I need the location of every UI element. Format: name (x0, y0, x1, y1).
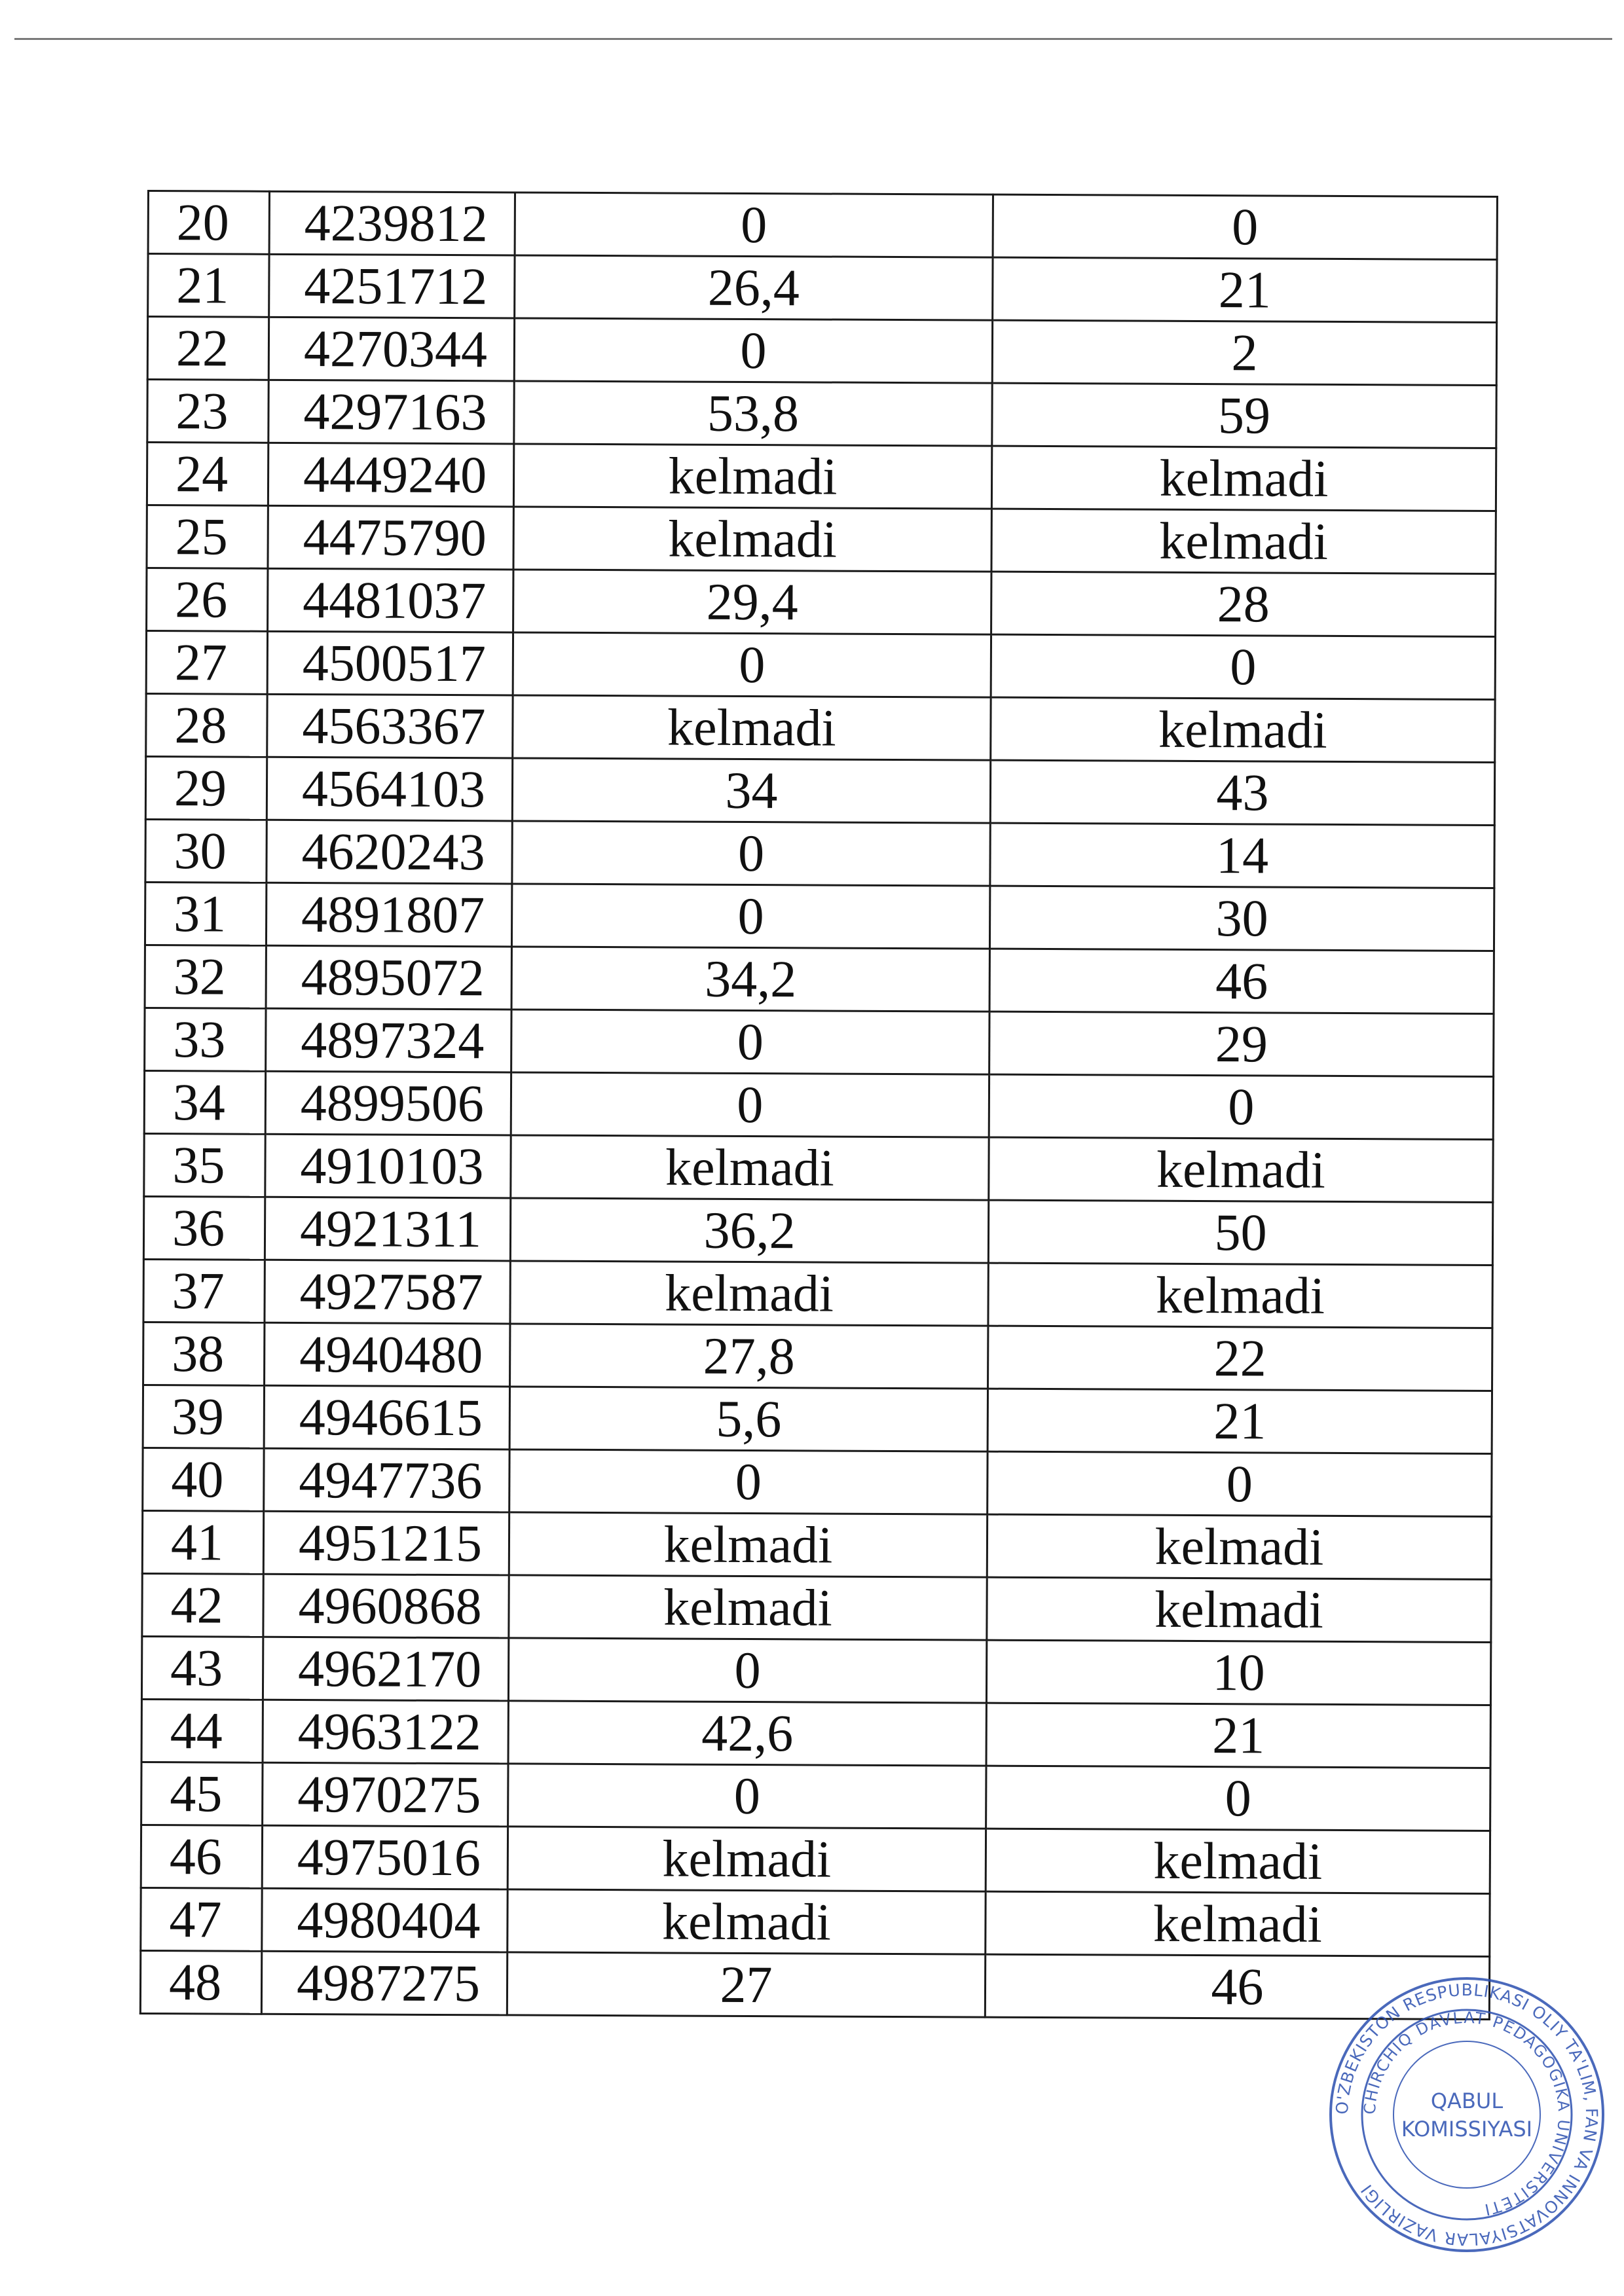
row-number-cell: 34 (144, 1070, 265, 1134)
applicant-id-cell: 4564103 (267, 757, 512, 821)
table-row (148, 254, 1497, 323)
row-number-cell: 45 (141, 1762, 263, 1825)
row-number-cell: 23 (147, 380, 268, 443)
score2-cell: kelmadi (987, 1514, 1491, 1579)
row-number-cell: 42 (142, 1573, 263, 1637)
table-row (143, 1259, 1492, 1328)
results-table (139, 190, 1498, 2020)
score1-cell: 0 (511, 1010, 989, 1074)
table-row (147, 568, 1496, 637)
table-row (146, 631, 1495, 700)
row-number-cell: 21 (148, 254, 269, 318)
table-row (144, 1070, 1493, 1139)
stamp-middle-text: CHIRCHIQ DAVLAT PEDAGOGIKA UNIVERSITETI (1360, 2008, 1574, 2219)
row-number-cell: 35 (144, 1133, 265, 1197)
score1-cell: 0 (511, 884, 989, 949)
table-row (143, 1196, 1492, 1265)
score2-cell: 21 (987, 1389, 1492, 1453)
score2-cell: 22 (988, 1326, 1492, 1391)
applicant-id-cell: 4481037 (268, 568, 513, 632)
score1-cell: 0 (508, 1638, 986, 1703)
table-row (146, 693, 1495, 762)
table-row (143, 1385, 1492, 1453)
table-row (147, 317, 1496, 386)
score2-cell: 2 (992, 320, 1496, 385)
score2-cell: 43 (990, 760, 1494, 825)
score2-cell: kelmadi (989, 1137, 1493, 1202)
score1-cell: 0 (511, 1072, 989, 1137)
table-row (141, 1636, 1490, 1705)
applicant-id-cell: 4251712 (269, 254, 515, 318)
table-row (147, 443, 1496, 511)
score1-cell: kelmadi (511, 1135, 989, 1200)
score2-cell: kelmadi (991, 446, 1496, 511)
applicant-id-cell: 4962170 (263, 1637, 508, 1701)
applicant-id-cell: 4960868 (263, 1574, 509, 1638)
score2-cell: 0 (991, 634, 1495, 699)
commission-stamp (1326, 1974, 1608, 2255)
row-number-cell: 44 (141, 1699, 263, 1762)
table-body (140, 191, 1497, 2020)
applicant-id-cell: 4563367 (267, 694, 513, 758)
row-number-cell: 38 (143, 1322, 265, 1385)
score2-cell: 50 (988, 1200, 1492, 1265)
score1-cell: 53,8 (514, 381, 992, 446)
applicant-id-cell: 4910103 (265, 1134, 511, 1198)
row-number-cell: 22 (147, 317, 268, 380)
applicant-id-cell: 4297163 (268, 380, 514, 444)
row-number-cell: 33 (145, 1008, 266, 1071)
stamp-center-line2: KOMISSIYASI (1401, 2117, 1533, 2141)
table-row (148, 191, 1497, 260)
row-number-cell: 40 (143, 1448, 264, 1511)
score1-cell: 0 (514, 318, 992, 383)
table-row (141, 1887, 1490, 1956)
score2-cell: 46 (989, 949, 1494, 1013)
applicant-id-cell: 4897324 (266, 1008, 511, 1072)
score1-cell: kelmadi (509, 1512, 987, 1577)
row-number-cell: 36 (143, 1196, 265, 1260)
table-row (145, 819, 1494, 888)
applicant-id-cell: 4963122 (263, 1700, 508, 1764)
applicant-id-cell: 4975016 (262, 1825, 507, 1889)
score2-cell: kelmadi (991, 509, 1496, 574)
applicant-id-cell: 4891807 (266, 883, 511, 947)
applicant-id-cell: 4475790 (268, 505, 513, 570)
score1-cell: 34 (512, 758, 990, 823)
score1-cell: 34,2 (511, 947, 989, 1011)
row-number-cell: 41 (142, 1510, 263, 1574)
score2-cell: 21 (986, 1703, 1490, 1768)
score1-cell: 0 (513, 632, 991, 697)
score1-cell: 29,4 (513, 570, 991, 634)
table-row (140, 1950, 1489, 2019)
table-row (145, 756, 1494, 825)
score2-cell: kelmadi (986, 1829, 1490, 1893)
applicant-id-cell: 4970275 (263, 1762, 508, 1827)
table-row (147, 380, 1496, 448)
score1-cell: 36,2 (510, 1198, 988, 1263)
row-number-cell: 43 (141, 1636, 263, 1700)
table-row (141, 1762, 1490, 1831)
score1-cell: 27,8 (510, 1324, 988, 1389)
score1-cell: kelmadi (513, 695, 991, 760)
table-row (145, 945, 1494, 1013)
score1-cell: kelmadi (509, 1575, 987, 1640)
score1-cell: 42,6 (508, 1701, 986, 1766)
table-row (145, 1008, 1494, 1076)
row-number-cell: 28 (146, 693, 267, 757)
score2-cell: 0 (987, 1451, 1492, 1516)
stamp-outer-text: O'ZBEKISTON RESPUBLIKASI OLIY TA'LIM, FAN VA INNOVATSIYALAR VAZIRLIGI (1332, 1980, 1602, 2250)
score1-cell: 0 (509, 1449, 987, 1514)
table-row (144, 1133, 1493, 1202)
row-number-cell: 29 (145, 756, 267, 820)
score2-cell: kelmadi (986, 1891, 1490, 1956)
score1-cell: 5,6 (509, 1387, 987, 1451)
applicant-id-cell: 4947736 (264, 1448, 509, 1512)
score2-cell: kelmadi (988, 1263, 1492, 1328)
score2-cell: kelmadi (987, 1577, 1491, 1642)
applicant-id-cell: 4987275 (261, 1951, 507, 2015)
top-rule (14, 38, 1612, 40)
row-number-cell: 46 (141, 1825, 262, 1888)
score2-cell: 10 (986, 1640, 1490, 1705)
table-row (143, 1448, 1492, 1516)
score1-cell: 0 (515, 192, 993, 257)
applicant-id-cell: 4620243 (267, 820, 512, 884)
score1-cell: kelmadi (507, 1889, 986, 1954)
applicant-id-cell: 4895072 (266, 945, 511, 1010)
applicant-id-cell: 4946615 (264, 1385, 509, 1449)
score2-cell: 29 (989, 1011, 1494, 1076)
score1-cell: 0 (512, 821, 990, 886)
stamp-center-line1: QABUL (1430, 2088, 1504, 2113)
score1-cell: 26,4 (515, 255, 993, 320)
row-number-cell: 31 (145, 882, 266, 945)
applicant-id-cell: 4940480 (265, 1322, 510, 1387)
row-number-cell: 26 (147, 568, 268, 632)
score2-cell: 0 (993, 194, 1497, 259)
table-row (142, 1510, 1491, 1579)
score2-cell: kelmadi (991, 697, 1495, 762)
score2-cell: 30 (989, 886, 1494, 951)
row-number-cell: 37 (143, 1259, 265, 1322)
row-number-cell: 32 (145, 945, 266, 1008)
applicant-id-cell: 4980404 (262, 1888, 507, 1952)
applicant-id-cell: 4927587 (265, 1260, 510, 1324)
applicant-id-cell: 4239812 (269, 191, 515, 255)
row-number-cell: 27 (146, 631, 267, 695)
applicant-id-cell: 4270344 (268, 317, 514, 381)
table-row (147, 505, 1496, 574)
score1-cell: 0 (508, 1764, 986, 1829)
applicant-id-cell: 4951215 (263, 1511, 509, 1575)
applicant-id-cell: 4500517 (267, 631, 513, 695)
score2-cell: 59 (992, 383, 1496, 448)
score2-cell: 14 (990, 823, 1494, 888)
row-number-cell: 30 (145, 819, 267, 883)
row-number-cell: 48 (140, 1950, 261, 2014)
score1-cell: kelmadi (513, 507, 991, 572)
score2-cell: 28 (991, 572, 1496, 636)
table-row (141, 1699, 1490, 1768)
table-row (142, 1573, 1491, 1642)
score2-cell: 21 (993, 257, 1497, 322)
applicant-id-cell: 4449240 (268, 443, 513, 507)
score2-cell: 0 (989, 1074, 1493, 1139)
table-row (145, 882, 1494, 951)
table-row (141, 1825, 1490, 1893)
score1-cell: kelmadi (507, 1827, 986, 1891)
row-number-cell: 47 (141, 1887, 262, 1951)
score2-cell: 0 (986, 1766, 1490, 1831)
applicant-id-cell: 4921311 (265, 1197, 510, 1261)
row-number-cell: 20 (148, 191, 269, 255)
row-number-cell: 25 (147, 505, 268, 569)
score1-cell: kelmadi (510, 1261, 988, 1326)
score1-cell: kelmadi (513, 444, 991, 509)
row-number-cell: 24 (147, 443, 268, 506)
table-row (143, 1322, 1492, 1391)
score1-cell: 27 (507, 1952, 985, 2017)
applicant-id-cell: 4899506 (265, 1071, 511, 1135)
row-number-cell: 39 (143, 1385, 264, 1448)
score2-cell: 46 (985, 1954, 1489, 2019)
